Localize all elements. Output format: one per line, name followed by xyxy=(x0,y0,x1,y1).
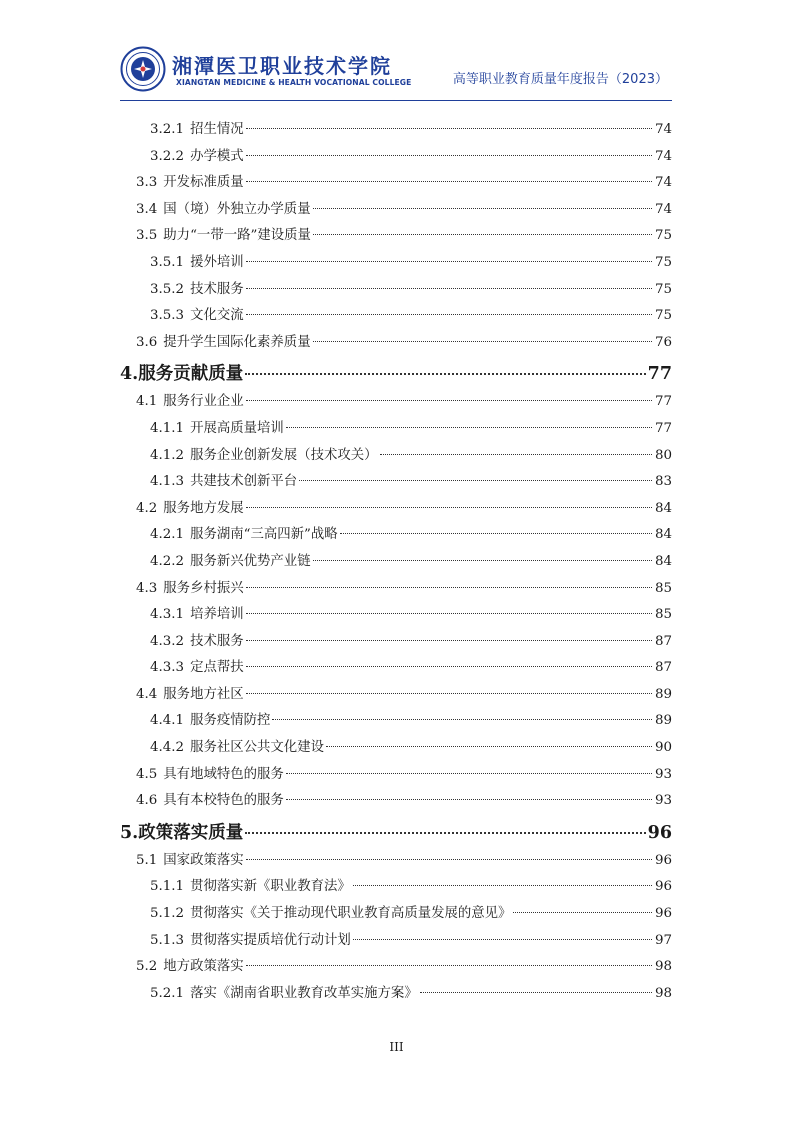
toc-entry[interactable] xyxy=(120,735,672,762)
toc-entry-page: 93 xyxy=(654,766,672,782)
toc-entry-page: 77 xyxy=(654,394,672,410)
toc-entry-title: 服务贡献质量 xyxy=(138,364,244,385)
toc-dot-leader xyxy=(246,613,652,614)
toc-entry-title: 开发标准质量 xyxy=(163,175,244,191)
toc-entry-page: 87 xyxy=(654,660,672,676)
toc-entry-page: 96 xyxy=(647,822,672,843)
toc-entry-page: 89 xyxy=(654,713,672,729)
toc-dot-leader xyxy=(353,885,652,886)
toc-entry-page: 75 xyxy=(654,228,672,244)
toc-entry-number: 3.5 xyxy=(136,228,158,244)
toc-dot-leader xyxy=(313,208,652,209)
toc-entry-number: 5.1.1 xyxy=(150,879,185,895)
toc-dot-leader xyxy=(340,533,652,534)
toc-dot-leader xyxy=(246,666,652,667)
toc-entry-page: 84 xyxy=(654,500,672,516)
toc-entry-title: 贯彻落实提质培优行动计划 xyxy=(190,932,351,948)
toc-entry[interactable] xyxy=(120,144,672,171)
toc-entry-number: 4.6 xyxy=(136,793,158,809)
toc-dot-leader xyxy=(245,832,645,834)
toc-dot-leader xyxy=(286,773,652,774)
toc-entry-title: 开展高质量培训 xyxy=(190,420,284,436)
toc-entry[interactable] xyxy=(120,416,672,443)
toc-entry-number: 3.5.3 xyxy=(150,308,185,324)
toc-entry-title: 服务疫情防控 xyxy=(190,713,271,729)
toc-entry-page: 76 xyxy=(654,334,672,350)
table-of-contents xyxy=(120,117,672,1007)
toc-entry-number: 4.4 xyxy=(136,686,158,702)
header-divider xyxy=(120,100,672,101)
toc-entry[interactable] xyxy=(120,443,672,470)
toc-entry-number: 3.6 xyxy=(136,334,158,350)
toc-entry-title: 地方政策落实 xyxy=(163,959,244,975)
toc-entry-title: 共建技术创新平台 xyxy=(190,474,298,490)
toc-entry[interactable] xyxy=(120,928,672,955)
toc-entry[interactable] xyxy=(120,223,672,250)
toc-entry[interactable] xyxy=(120,389,672,416)
toc-entry-page: 98 xyxy=(654,959,672,975)
toc-entry[interactable] xyxy=(120,788,672,815)
toc-entry-title: 贯彻落实新《职业教育法》 xyxy=(190,879,351,895)
toc-dot-leader xyxy=(246,507,652,508)
toc-entry-number: 4.1.2 xyxy=(150,447,185,463)
toc-entry-title: 招生情况 xyxy=(190,122,244,137)
toc-entry-title: 落实《湖南省职业教育改革实施方案》 xyxy=(190,985,418,1001)
toc-dot-leader xyxy=(313,341,652,342)
toc-entry-number: 4.3 xyxy=(136,580,158,596)
toc-dot-leader xyxy=(246,859,652,860)
toc-entry-number: 5.2 xyxy=(136,959,158,975)
toc-entry-title: 服务乡村振兴 xyxy=(163,580,244,596)
toc-dot-leader xyxy=(353,939,652,940)
toc-dot-leader xyxy=(299,480,652,481)
toc-entry-page: 85 xyxy=(654,580,672,596)
toc-entry-page: 90 xyxy=(654,740,672,756)
toc-entry-number: 4.4.2 xyxy=(150,740,185,756)
toc-dot-leader xyxy=(286,427,652,428)
toc-entry-number: 4.2.1 xyxy=(150,527,185,543)
toc-entry-page: 98 xyxy=(654,985,672,1001)
toc-entry-title: 提升学生国际化素养质量 xyxy=(163,334,311,350)
toc-entry-page: 96 xyxy=(654,852,672,868)
toc-entry-page: 96 xyxy=(654,879,672,895)
toc-entry-number: 3.2.2 xyxy=(150,148,185,164)
toc-entry-page: 77 xyxy=(647,364,672,385)
toc-entry[interactable] xyxy=(120,330,672,357)
report-title: 高等职业教育质量年度报告（2023） xyxy=(452,72,668,87)
toc-entry[interactable] xyxy=(120,682,672,709)
toc-entry[interactable] xyxy=(120,469,672,496)
toc-entry-page: 80 xyxy=(654,447,672,463)
toc-entry-page: 77 xyxy=(654,420,672,436)
toc-entry-number: 5.1.3 xyxy=(150,932,185,948)
toc-dot-leader xyxy=(513,912,652,913)
toc-entry-page: 89 xyxy=(654,686,672,702)
toc-dot-leader xyxy=(286,799,652,800)
toc-dot-leader xyxy=(246,965,652,966)
toc-entry-page: 85 xyxy=(654,607,672,623)
toc-entry-title: 服务地方社区 xyxy=(163,686,244,702)
toc-entry-number: 5.2.1 xyxy=(150,985,185,1001)
toc-entry-page: 97 xyxy=(654,932,672,948)
toc-entry-title: 服务地方发展 xyxy=(163,500,244,516)
toc-entry[interactable] xyxy=(120,117,672,144)
toc-entry[interactable] xyxy=(120,848,672,875)
toc-dot-leader xyxy=(246,314,652,315)
toc-entry-title: 政策落实质量 xyxy=(138,822,244,843)
toc-entry-page: 74 xyxy=(654,201,672,217)
toc-entry[interactable] xyxy=(120,708,672,735)
toc-entry[interactable] xyxy=(120,549,672,576)
toc-dot-leader xyxy=(246,640,652,641)
toc-entry-title: 服务企业创新发展（技术攻关） xyxy=(190,447,378,463)
toc-entry-number: 4.3.2 xyxy=(150,633,185,649)
toc-entry-title: 具有本校特色的服务 xyxy=(163,793,284,809)
toc-entry-page: 74 xyxy=(654,175,672,191)
toc-entry[interactable] xyxy=(120,303,672,330)
toc-dot-leader xyxy=(246,400,652,401)
toc-entry-title: 具有地域特色的服务 xyxy=(163,766,284,782)
toc-entry-title: 服务社区公共文化建设 xyxy=(190,740,324,756)
page-number: III xyxy=(389,1040,404,1054)
toc-entry[interactable] xyxy=(120,602,672,629)
toc-dot-leader xyxy=(313,234,652,235)
toc-entry[interactable] xyxy=(120,954,672,981)
page-header xyxy=(120,40,672,102)
toc-entry-number: 4.4.1 xyxy=(150,713,185,729)
toc-entry-number: 4. xyxy=(120,364,139,385)
toc-entry-number: 4.5 xyxy=(136,766,158,782)
toc-entry[interactable] xyxy=(120,901,672,928)
toc-entry-number: 3.5.1 xyxy=(150,254,185,270)
toc-entry[interactable] xyxy=(120,629,672,656)
toc-dot-leader xyxy=(246,261,652,262)
toc-entry[interactable] xyxy=(120,250,672,277)
toc-dot-leader xyxy=(246,587,652,588)
toc-dot-leader xyxy=(313,560,652,561)
toc-entry-title: 技术服务 xyxy=(190,633,244,649)
toc-entry-title: 援外培训 xyxy=(190,254,244,270)
toc-entry-number: 3.4 xyxy=(136,201,158,217)
toc-entry[interactable] xyxy=(120,576,672,603)
toc-entry[interactable] xyxy=(120,874,672,901)
toc-entry-page: 75 xyxy=(654,254,672,270)
toc-entry[interactable] xyxy=(120,197,672,224)
toc-dot-leader xyxy=(246,128,652,129)
toc-entry[interactable] xyxy=(120,762,672,789)
toc-dot-leader xyxy=(326,746,652,747)
toc-entry-number: 4.2 xyxy=(136,500,158,516)
toc-entry[interactable] xyxy=(120,170,672,197)
toc-dot-leader xyxy=(245,373,645,375)
toc-entry-page: 96 xyxy=(654,906,672,922)
toc-entry-page: 93 xyxy=(654,793,672,809)
toc-entry-number: 3.5.2 xyxy=(150,281,185,297)
toc-entry-title: 办学模式 xyxy=(190,148,244,164)
toc-entry-title: 助力“一带一路”建设质量 xyxy=(163,228,311,244)
toc-entry-title: 服务湖南“三高四新”战略 xyxy=(190,527,338,543)
toc-entry-title: 国家政策落实 xyxy=(163,852,244,868)
toc-entry-page: 84 xyxy=(654,527,672,543)
toc-entry-number: 5.1.2 xyxy=(150,906,185,922)
toc-entry-title: 技术服务 xyxy=(190,281,244,297)
toc-entry-number: 3.3 xyxy=(136,175,158,191)
toc-entry-number: 4.3.3 xyxy=(150,660,185,676)
toc-dot-leader xyxy=(420,992,652,993)
toc-entry-number: 5.1 xyxy=(136,852,158,868)
school-name-cn: 湘潭医卫职业技术学院 xyxy=(172,54,392,78)
toc-entry-page: 74 xyxy=(654,122,672,137)
toc-entry-number: 4.1.3 xyxy=(150,474,185,490)
toc-entry[interactable] xyxy=(120,819,672,848)
toc-entry[interactable] xyxy=(120,655,672,682)
toc-entry-number: 4.2.2 xyxy=(150,553,185,569)
toc-entry-number: 5. xyxy=(120,822,139,843)
toc-dot-leader xyxy=(380,454,652,455)
toc-entry-page: 87 xyxy=(654,633,672,649)
toc-dot-leader xyxy=(246,181,652,182)
toc-entry-number: 4.1 xyxy=(136,394,158,410)
toc-entry-title: 贯彻落实《关于推动现代职业教育高质量发展的意见》 xyxy=(190,906,512,922)
toc-entry-page: 74 xyxy=(654,148,672,164)
toc-entry-page: 75 xyxy=(654,281,672,297)
toc-entry[interactable] xyxy=(120,277,672,304)
toc-entry[interactable] xyxy=(120,522,672,549)
toc-entry[interactable] xyxy=(120,981,672,1008)
toc-entry-title: 培养培训 xyxy=(190,607,244,623)
toc-dot-leader xyxy=(246,288,652,289)
toc-dot-leader xyxy=(246,155,652,156)
college-logo-icon xyxy=(120,46,166,92)
toc-entry[interactable] xyxy=(120,496,672,523)
toc-entry-title: 服务行业企业 xyxy=(163,394,244,410)
toc-entry-title: 国（境）外独立办学质量 xyxy=(163,201,311,217)
school-name-en: XIANGTAN MEDICINE & HEALTH VOCATIONAL COLLEGE xyxy=(176,78,412,87)
toc-entry-page: 75 xyxy=(654,308,672,324)
toc-entry-title: 文化交流 xyxy=(190,308,244,324)
toc-dot-leader xyxy=(246,693,652,694)
toc-entry-number: 4.3.1 xyxy=(150,607,185,623)
toc-entry-number: 4.1.1 xyxy=(150,420,185,436)
toc-entry-number: 3.2.1 xyxy=(150,122,185,137)
toc-entry-title: 定点帮扶 xyxy=(190,660,244,676)
toc-entry-title: 服务新兴优势产业链 xyxy=(190,553,311,569)
toc-entry-page: 84 xyxy=(654,553,672,569)
toc-entry[interactable] xyxy=(120,360,672,389)
toc-entry-page: 83 xyxy=(654,474,672,490)
toc-dot-leader xyxy=(272,719,652,720)
